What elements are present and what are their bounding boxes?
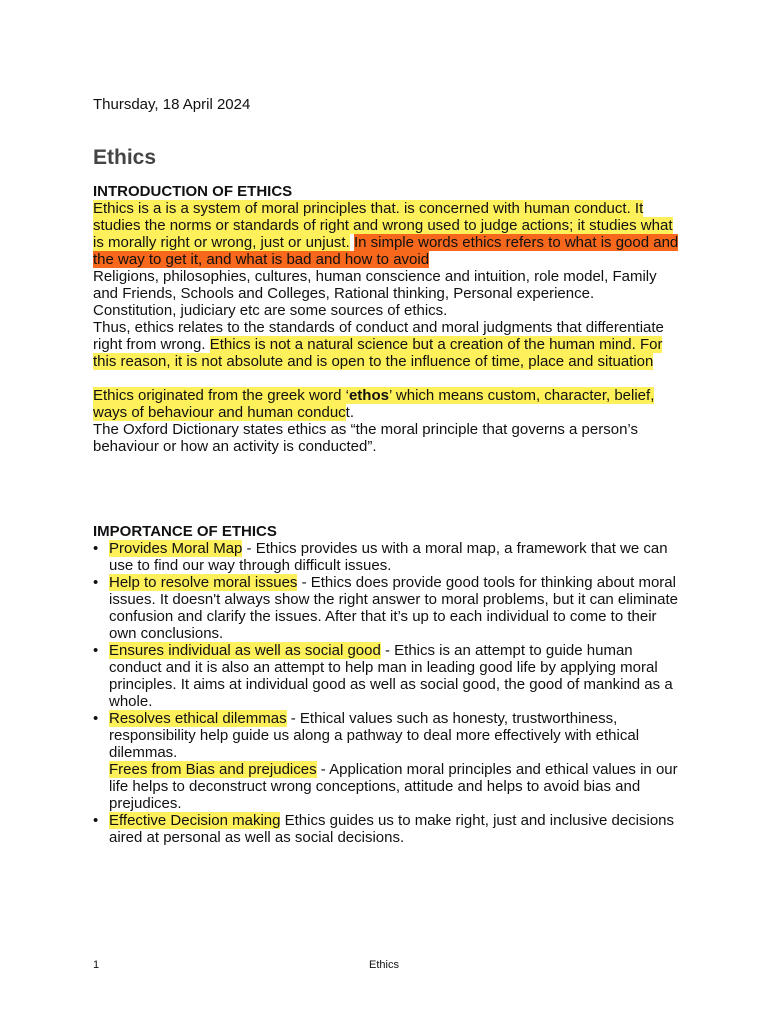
bold-term-ethos: ethos — [348, 387, 389, 404]
plain-text: Ethics originated from the greek word ‘ — [93, 387, 349, 404]
list-item — [93, 710, 683, 761]
importance-heading: IMPORTANCE OF ETHICS — [93, 523, 277, 540]
introduction-heading: INTRODUCTION OF ETHICS — [93, 183, 293, 200]
list-item-term: Resolves ethical dilemmas — [109, 710, 287, 727]
intro-paragraph-oxford: The Oxford Dictionary states ethics as “the moral principle that governs a person’s behaviour or how an activity is conducted”. — [93, 421, 638, 455]
document-date: Thursday, 18 April 2024 — [93, 96, 251, 113]
list-item — [93, 812, 683, 846]
list-item-text: Ethics guides us to make right, just and inclusive decisions aired at personal as well as social decisions. — [109, 812, 674, 846]
list-item-text: - Ethical values such as honesty, trustworthiness, responsibility help guide us along a pathway to deal more effectively with ethical dilemmas. — [109, 710, 640, 761]
list-item-text: - Ethics does provide good tools for thinking about moral issues. It doesn't always show the right answer to moral problems, but it can eliminate confusion and clarify the issues. After that it’s up to each individual to come to their own conclusions. — [109, 574, 678, 642]
highlight-yellow: Ethics is a is a system of moral principles that. is concerned with human conduct. It studies the norms or standards of right and wrong used to judge actions; it studies what is morally right or wrong, just or unjust. — [93, 200, 673, 251]
intro-paragraph-sources: Religions, philosophies, cultures, human conscience and intuition, role model, Family and Friends, Schools and Colleges, Rational thinking, Personal experience. — [93, 268, 657, 302]
plain-text: Thus, ethics relates to the standards of conduct and moral judgments that differentiate right from wrong. — [93, 319, 664, 353]
list-item-term: Help to resolve moral issues — [109, 574, 298, 591]
list-item — [93, 761, 683, 812]
list-item-text: - Ethics provides us with a moral map, a framework that we can use to find our way through difficult issues. — [109, 540, 668, 574]
importance-list — [93, 540, 683, 846]
highlight-orange: In simple words ethics refers to what is good and the way to get it, and what is bad and how to avoid — [93, 234, 679, 268]
intro-paragraph-definition — [93, 200, 683, 268]
list-item-text: - Application moral principles and ethical values in our life helps to deconstruct wrong conceptions, attitude and helps to avoid bias and prejudices. — [109, 761, 678, 812]
list-item — [93, 574, 683, 642]
list-item — [93, 540, 683, 574]
introduction-section — [93, 183, 683, 455]
paragraph-gap — [93, 370, 683, 387]
intro-paragraph-standards — [93, 319, 683, 370]
list-item-term: Effective Decision making — [109, 812, 281, 829]
list-item-term: Provides Moral Map — [109, 540, 243, 557]
document-title: Ethics — [93, 146, 157, 169]
intro-paragraph-origin — [93, 387, 683, 421]
list-item-text: - Ethics is an attempt to guide human conduct and it is also an attempt to help man in leading good life by applying moral principles. It aims at individual good as well as social good, the good of mankind as a whole. — [109, 642, 673, 710]
footer-title: Ethics — [369, 959, 399, 971]
plain-text: ’ which means custom, character, belief, ways of behaviour and human conduc — [93, 387, 655, 421]
importance-section — [93, 523, 683, 846]
highlight-yellow: Ethics is not a natural science but a creation of the human mind. For this reason, it is not absolute and is open to the influence of time, place and situation — [93, 336, 663, 370]
list-item-term: Ensures individual as well as social good — [109, 642, 381, 659]
highlight-yellow — [93, 387, 654, 421]
plain-text: t. — [345, 404, 355, 421]
intro-paragraph-constitution: Constitution, judiciary etc are some sources of ethics. — [93, 302, 448, 319]
footer-page-number: 1 — [93, 959, 100, 971]
list-item-term: Frees from Bias and prejudices — [109, 761, 317, 778]
list-item — [93, 642, 683, 710]
